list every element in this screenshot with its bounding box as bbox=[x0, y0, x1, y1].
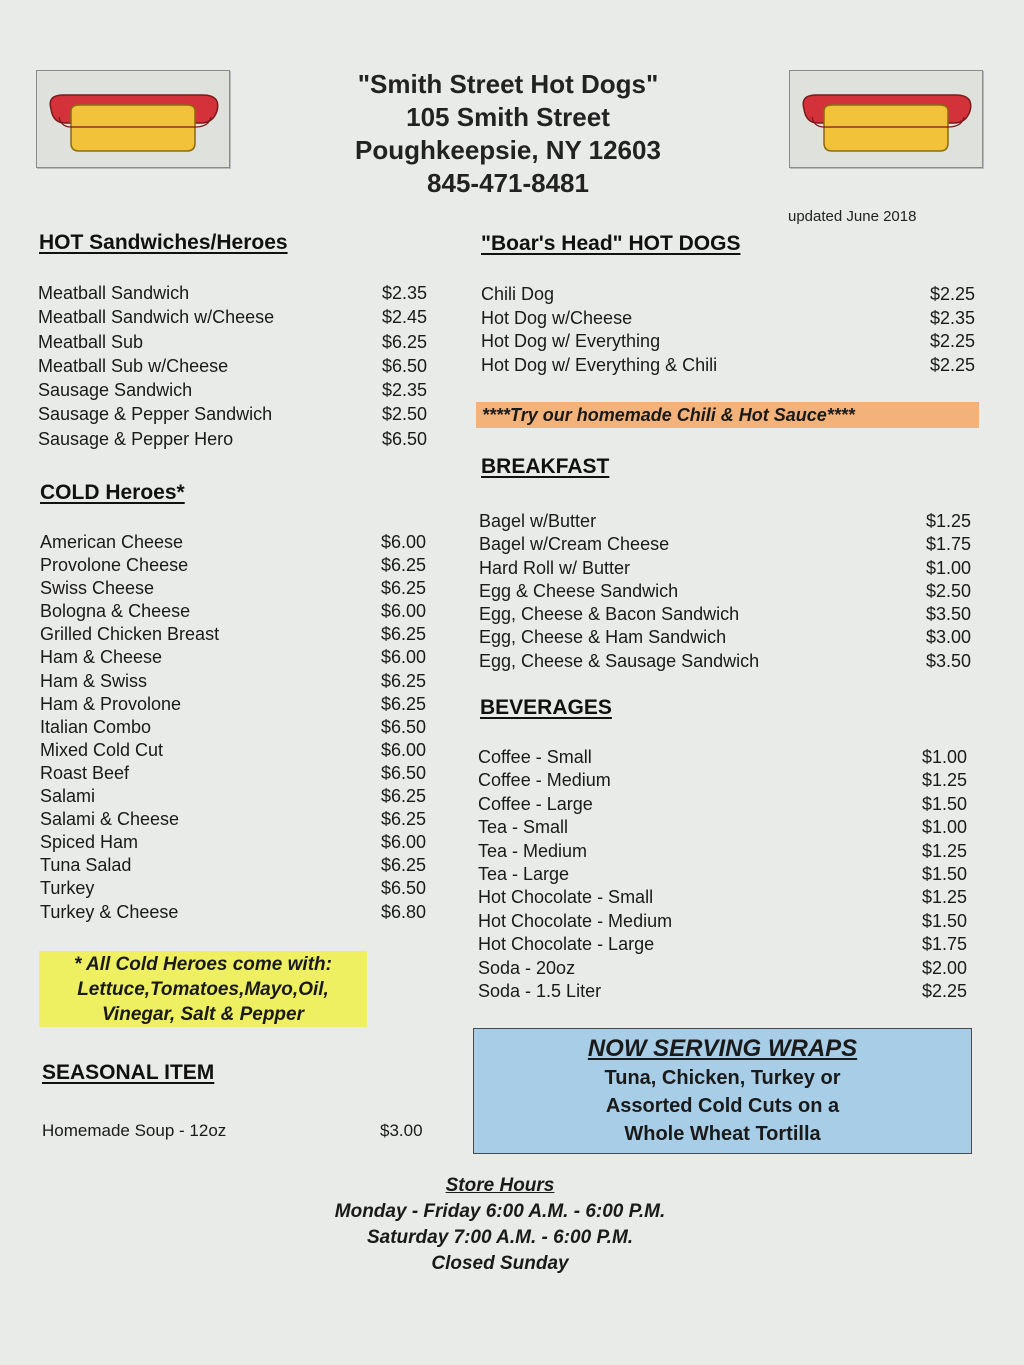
hot-sandwiches-list bbox=[38, 282, 438, 452]
cold-heroes-note bbox=[39, 951, 367, 1027]
item-price: $6.00 bbox=[381, 601, 427, 622]
menu-item bbox=[479, 650, 979, 673]
menu-item bbox=[40, 693, 440, 716]
item-name: Swiss Cheese bbox=[40, 578, 155, 599]
item-price: $2.25 bbox=[930, 284, 976, 304]
menu-item bbox=[478, 957, 978, 980]
menu-item bbox=[40, 670, 440, 693]
item-name: Meatball Sub w/Cheese bbox=[38, 355, 229, 376]
item-name: Hot Dog w/Cheese bbox=[481, 307, 633, 328]
menu-item bbox=[479, 533, 979, 556]
menu-item bbox=[40, 877, 440, 900]
item-name: Provolone Cheese bbox=[40, 555, 189, 576]
seasonal-title: SEASONAL ITEM bbox=[42, 1061, 215, 1084]
wraps-box bbox=[473, 1028, 972, 1154]
item-price: $3.00 bbox=[926, 627, 972, 648]
item-price: $6.00 bbox=[381, 647, 427, 668]
item-price: $1.50 bbox=[922, 910, 968, 931]
item-price: $6.25 bbox=[381, 578, 427, 599]
item-price: $1.25 bbox=[922, 840, 968, 861]
item-name: Ham & Swiss bbox=[40, 670, 148, 691]
item-price: $2.25 bbox=[930, 354, 976, 375]
store-hours bbox=[300, 1173, 700, 1277]
item-price: $6.50 bbox=[381, 716, 427, 737]
menu-item bbox=[478, 980, 978, 1003]
item-price: $2.35 bbox=[382, 283, 428, 303]
cold-heroes-title: COLD Heroes* bbox=[40, 481, 185, 504]
item-name: Tuna Salad bbox=[40, 855, 132, 876]
menu-item bbox=[38, 428, 438, 452]
wraps-line: Whole Wheat Tortilla bbox=[624, 1123, 821, 1145]
item-price: $1.25 bbox=[926, 511, 972, 531]
menu-item bbox=[479, 626, 979, 649]
item-name: Coffee - Large bbox=[478, 793, 593, 814]
chili-promo: ****Try our homemade Chili & Hot Sauce**** bbox=[476, 402, 979, 428]
item-price: $6.25 bbox=[381, 555, 427, 576]
cold-heroes-list bbox=[40, 531, 440, 924]
menu-item bbox=[40, 716, 440, 739]
item-price: $2.50 bbox=[382, 404, 428, 425]
item-name: Sausage Sandwich bbox=[38, 380, 193, 401]
menu-item bbox=[478, 933, 978, 956]
note-line: * All Cold Heroes come with: bbox=[74, 954, 332, 975]
item-price: $2.25 bbox=[922, 980, 968, 1001]
item-name: Roast Beef bbox=[40, 762, 130, 783]
item-price: $6.00 bbox=[381, 532, 427, 552]
item-name: Turkey bbox=[40, 878, 95, 899]
item-price: $2.00 bbox=[922, 957, 968, 978]
item-name: Bagel w/Butter bbox=[479, 511, 597, 531]
item-name: Turkey & Cheese bbox=[40, 901, 179, 922]
item-name: Soda - 1.5 Liter bbox=[478, 980, 602, 1001]
item-name: Tea - Medium bbox=[478, 840, 588, 861]
item-price: $6.25 bbox=[381, 855, 427, 876]
item-name: Hot Dog w/ Everything bbox=[481, 331, 661, 351]
item-name: Coffee - Medium bbox=[478, 770, 611, 791]
item-name: Soda - 20oz bbox=[478, 957, 576, 978]
note-line: Vinegar, Salt & Pepper bbox=[101, 1004, 305, 1025]
item-price: $6.25 bbox=[381, 693, 427, 714]
item-name: Grilled Chicken Breast bbox=[40, 624, 220, 645]
item-price: $1.00 bbox=[926, 557, 972, 578]
item-name: Spiced Ham bbox=[40, 832, 139, 853]
store-address: 105 Smith Street bbox=[406, 102, 610, 132]
menu-item bbox=[481, 330, 981, 354]
menu-item bbox=[478, 816, 978, 839]
item-price: $3.00 bbox=[380, 1121, 423, 1140]
wraps-line: Tuna, Chicken, Turkey or bbox=[604, 1067, 841, 1089]
item-name: Coffee - Small bbox=[478, 747, 592, 767]
store-phone: 845-471-8481 bbox=[427, 168, 589, 198]
item-name: Egg, Cheese & Ham Sandwich bbox=[479, 627, 727, 648]
menu-item bbox=[40, 531, 440, 554]
item-price: $1.00 bbox=[922, 747, 968, 767]
item-name: Salami & Cheese bbox=[40, 809, 180, 830]
menu-item bbox=[478, 769, 978, 792]
item-price: $6.25 bbox=[381, 624, 427, 645]
hot-sandwiches-title: HOT Sandwiches/Heroes bbox=[39, 231, 288, 254]
item-price: $1.75 bbox=[926, 534, 972, 555]
item-price: $1.50 bbox=[922, 863, 968, 884]
menu-item bbox=[479, 557, 979, 580]
menu-item bbox=[38, 331, 438, 355]
store-city: Poughkeepsie, NY 12603 bbox=[355, 135, 661, 165]
note-line: Lettuce,Tomatoes,Mayo,Oil, bbox=[77, 979, 329, 1000]
item-price: $6.25 bbox=[382, 331, 428, 352]
menu-item bbox=[40, 831, 440, 854]
menu-item bbox=[38, 355, 438, 379]
item-price: $1.00 bbox=[922, 817, 968, 838]
item-name: Egg, Cheese & Bacon Sandwich bbox=[479, 604, 740, 625]
item-price: $1.75 bbox=[922, 934, 968, 955]
menu-item bbox=[478, 910, 978, 933]
hours-line: Monday - Friday 6:00 A.M. - 6:00 P.M. bbox=[334, 1201, 666, 1222]
menu-item bbox=[478, 793, 978, 816]
menu-item bbox=[40, 785, 440, 808]
menu-item bbox=[478, 886, 978, 909]
menu-item bbox=[478, 746, 978, 769]
item-name: Hot Chocolate - Medium bbox=[478, 910, 673, 931]
item-name: Ham & Cheese bbox=[40, 647, 163, 668]
menu-item bbox=[478, 840, 978, 863]
menu-item bbox=[40, 577, 440, 600]
item-name: Meatball Sandwich bbox=[38, 283, 190, 303]
hours-title: Store Hours bbox=[445, 1175, 555, 1196]
item-price: $2.35 bbox=[382, 380, 428, 401]
item-price: $1.50 bbox=[922, 793, 968, 814]
item-price: $6.00 bbox=[381, 739, 427, 760]
menu-item bbox=[40, 854, 440, 877]
item-name: Hot Chocolate - Small bbox=[478, 887, 654, 908]
menu-item bbox=[479, 580, 979, 603]
item-price: $2.25 bbox=[930, 331, 976, 351]
item-name: Italian Combo bbox=[40, 716, 152, 737]
hot-dog-icon bbox=[789, 70, 983, 168]
menu-item bbox=[40, 739, 440, 762]
hot-dogs-list bbox=[481, 283, 981, 377]
item-price: $3.50 bbox=[926, 604, 972, 625]
menu-item bbox=[40, 623, 440, 646]
menu-item bbox=[38, 282, 438, 306]
item-name: Tea - Large bbox=[478, 863, 570, 884]
beverages-list bbox=[478, 746, 978, 1003]
item-name: Hot Dog w/ Everything & Chili bbox=[481, 354, 718, 375]
item-price: $1.25 bbox=[922, 770, 968, 791]
menu-item bbox=[40, 600, 440, 623]
menu-item bbox=[40, 808, 440, 831]
menu-item bbox=[479, 603, 979, 626]
item-name: Sausage & Pepper Hero bbox=[38, 428, 234, 449]
hours-line: Closed Sunday bbox=[431, 1253, 569, 1274]
item-name: Bagel w/Cream Cheese bbox=[479, 534, 670, 555]
updated-date: updated June 2018 bbox=[788, 208, 917, 225]
item-name: Egg & Cheese Sandwich bbox=[479, 580, 679, 601]
item-name: Ham & Provolone bbox=[40, 693, 182, 714]
menu-item bbox=[481, 307, 981, 331]
menu-item bbox=[40, 762, 440, 785]
item-name: Mixed Cold Cut bbox=[40, 739, 164, 760]
store-name: "Smith Street Hot Dogs" bbox=[357, 69, 659, 99]
store-header bbox=[300, 68, 716, 200]
item-name: American Cheese bbox=[40, 532, 184, 552]
item-name: Hot Chocolate - Large bbox=[478, 934, 655, 955]
item-price: $1.25 bbox=[922, 887, 968, 908]
item-price: $6.25 bbox=[381, 786, 427, 807]
menu-item bbox=[478, 863, 978, 886]
menu-item bbox=[479, 510, 979, 533]
item-price: $6.50 bbox=[382, 428, 428, 449]
item-price: $6.80 bbox=[381, 901, 427, 922]
menu-item bbox=[38, 306, 438, 330]
breakfast-list bbox=[479, 510, 979, 673]
item-price: $2.35 bbox=[930, 307, 976, 328]
breakfast-title: BREAKFAST bbox=[481, 455, 610, 478]
item-name: Homemade Soup - 12oz bbox=[42, 1121, 227, 1140]
item-price: $3.50 bbox=[926, 650, 972, 671]
item-name: Chili Dog bbox=[481, 284, 555, 304]
menu-item bbox=[481, 354, 981, 378]
item-price: $6.25 bbox=[381, 809, 427, 830]
item-price: $6.50 bbox=[381, 762, 427, 783]
item-name: Egg, Cheese & Sausage Sandwich bbox=[479, 650, 760, 671]
item-price: $6.25 bbox=[381, 670, 427, 691]
item-name: Meatball Sub bbox=[38, 331, 144, 352]
menu-item bbox=[40, 646, 440, 669]
menu-item bbox=[38, 379, 438, 403]
item-name: Sausage & Pepper Sandwich bbox=[38, 404, 273, 425]
item-price: $2.45 bbox=[382, 307, 428, 328]
item-name: Meatball Sandwich w/Cheese bbox=[38, 307, 275, 328]
hours-line: Saturday 7:00 A.M. - 6:00 P.M. bbox=[366, 1227, 634, 1248]
wraps-line: Assorted Cold Cuts on a bbox=[605, 1095, 840, 1117]
hot-dogs-title: "Boar's Head" HOT DOGS bbox=[481, 232, 741, 255]
item-name: Bologna & Cheese bbox=[40, 601, 191, 622]
menu-item bbox=[40, 901, 440, 924]
wraps-title: NOW SERVING WRAPS bbox=[587, 1035, 858, 1062]
menu-item bbox=[481, 283, 981, 307]
item-name: Salami bbox=[40, 786, 96, 807]
item-name: Tea - Small bbox=[478, 817, 569, 838]
seasonal-item bbox=[42, 1121, 430, 1141]
item-price: $2.50 bbox=[926, 580, 972, 601]
menu-item bbox=[40, 554, 440, 577]
item-name: Hard Roll w/ Butter bbox=[479, 557, 631, 578]
hot-dog-icon bbox=[36, 70, 230, 168]
item-price: $6.50 bbox=[381, 878, 427, 899]
item-price: $6.00 bbox=[381, 832, 427, 853]
menu-item bbox=[38, 403, 438, 427]
beverages-title: BEVERAGES bbox=[480, 696, 612, 719]
item-price: $6.50 bbox=[382, 355, 428, 376]
